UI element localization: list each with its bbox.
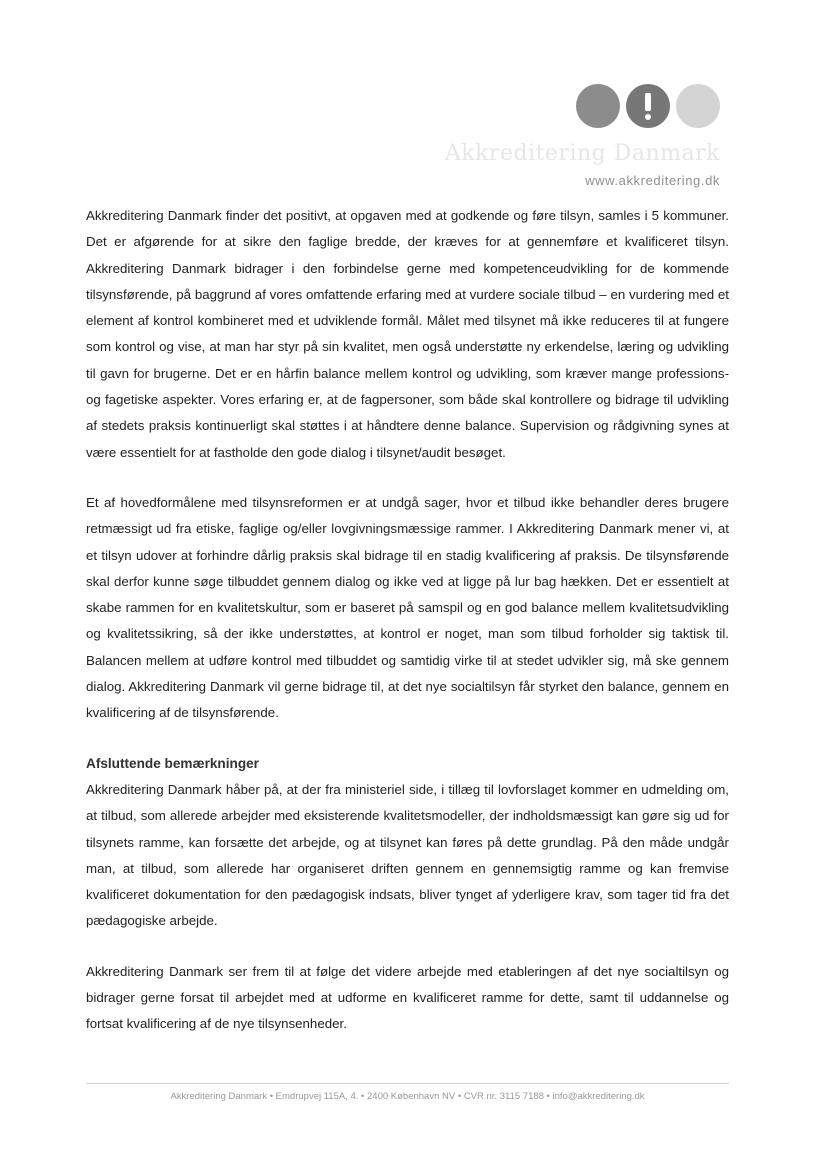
paragraph-1: Akkreditering Danmark finder det positivt, at opgaven med at godkende og føre tilsyn, samles i 5 kommuner. Det er afgørende for at sikre den faglige bredde, der kræves for at gennemføre et kvalificeret tilsyn. Akkreditering Danmark bidrager i den forbindelse gerne med kompetenceudvikling for de kommende tilsynsførende, på baggrund af vores omfattende erfaring med at vurdere sociale tilbud – en vurdering med et element af kontrol kombineret med et udviklende formål. Målet med tilsynet må ikke reduceres til at fungere som kontrol og vise, at man har styr på sin kvalitet, men også understøtte ny erkendelse, læring og udvikling til gavn for brugerne. Det er en hårfin balance mellem kontrol og udvikling, som kræver mange professions- og fagetiske aspekter. Vores erfaring er, at de fagpersoner, som både skal kontrollere og bidrage til udvikling af stedets praksis kontinuerligt skal støttes i at håndtere denne balance. Supervision og rådgivning synes at være essentielt for at fastholde den gode dialog i tilsynet/audit besøget. xyxy=(86,208,729,460)
paragraph-4: Akkreditering Danmark ser frem til at følge det videre arbejde med etableringen af det nye socialtilsyn og bidrager gerne forsat til arbejdet med at udforme en kvalificeret ramme for dette, samt til uddannelse og fortsat kvalificering af de nye tilsynsenheder. xyxy=(86,963,729,1032)
website-url: www.akkreditering.dk xyxy=(585,173,720,188)
footer-address: Akkreditering Danmark • Emdrupvej 115A, 4. • 2400 København NV • CVR nr. 3115 7188 • info@akkreditering.dk xyxy=(170,1091,645,1102)
logo-circles xyxy=(576,84,720,132)
akkreditering-logo xyxy=(444,84,720,194)
letter-body xyxy=(86,203,729,1062)
exclamation-circle-icon xyxy=(626,84,670,128)
section-heading: Afsluttende bemærkninger xyxy=(86,755,259,771)
footer-divider xyxy=(86,1083,729,1084)
paragraph-2: Et af hovedformålene med tilsynsreformen er at undgå sager, hvor et tilbud ikke behandler deres brugere retmæssigt ud fra etiske, faglige og/eller lovgivningsmæssige rammer. I Akkreditering Danmark mener vi, at et tilsyn udover at forhindre dårlig praksis skal bidrage til en stadig kvalificering af praksis. De tilsynsførende skal derfor kunne søge tilbuddet gennem dialog og ikke ved at ligge på lur bag hækken. Det er essentielt at skabe rammen for en kvalitetskultur, som er baseret på samspil og en god balance mellem kvalitetsudvikling og kvalitetssikring, så der ikke understøttes, at kontrol er noget, man som tilbud forholder sig taktisk til. Balancen mellem at udføre kontrol med tilbuddet og samtidig virke til at stedet udvikler sig, må ske gennem dialog. Akkreditering Danmark vil gerne bidrage til, at det nye socialtilsyn får styrket den balance, gennem en kvalificering af de tilsynsførende. xyxy=(86,494,729,721)
paragraph-3: Akkreditering Danmark håber på, at der fra ministeriel side, i tillæg til lovforslaget kommer en udmelding om, at tilbud, som allerede arbejder med eksisterende kvalitetsmodeller, der indholdsmæssigt kan gøre sig ud for tilsynets ramme, kan forsætte det arbejde, og at tilsynet kan føres på dette grundlag. På den måde undgår man, at tilbud, som allerede har organiseret driften gennem en gennemsigtig ramme og kan fremvise kvalificeret dokumentation for den pædagogisk indsats, bliver tynget af yderligere krav, som tager tid fra det pædagogiske arbejde. xyxy=(86,781,729,929)
logo-brand-name: Akkreditering Danmark xyxy=(444,141,720,166)
logo-circle-light-icon xyxy=(676,84,720,128)
logo-circle-grey-icon xyxy=(576,84,620,128)
